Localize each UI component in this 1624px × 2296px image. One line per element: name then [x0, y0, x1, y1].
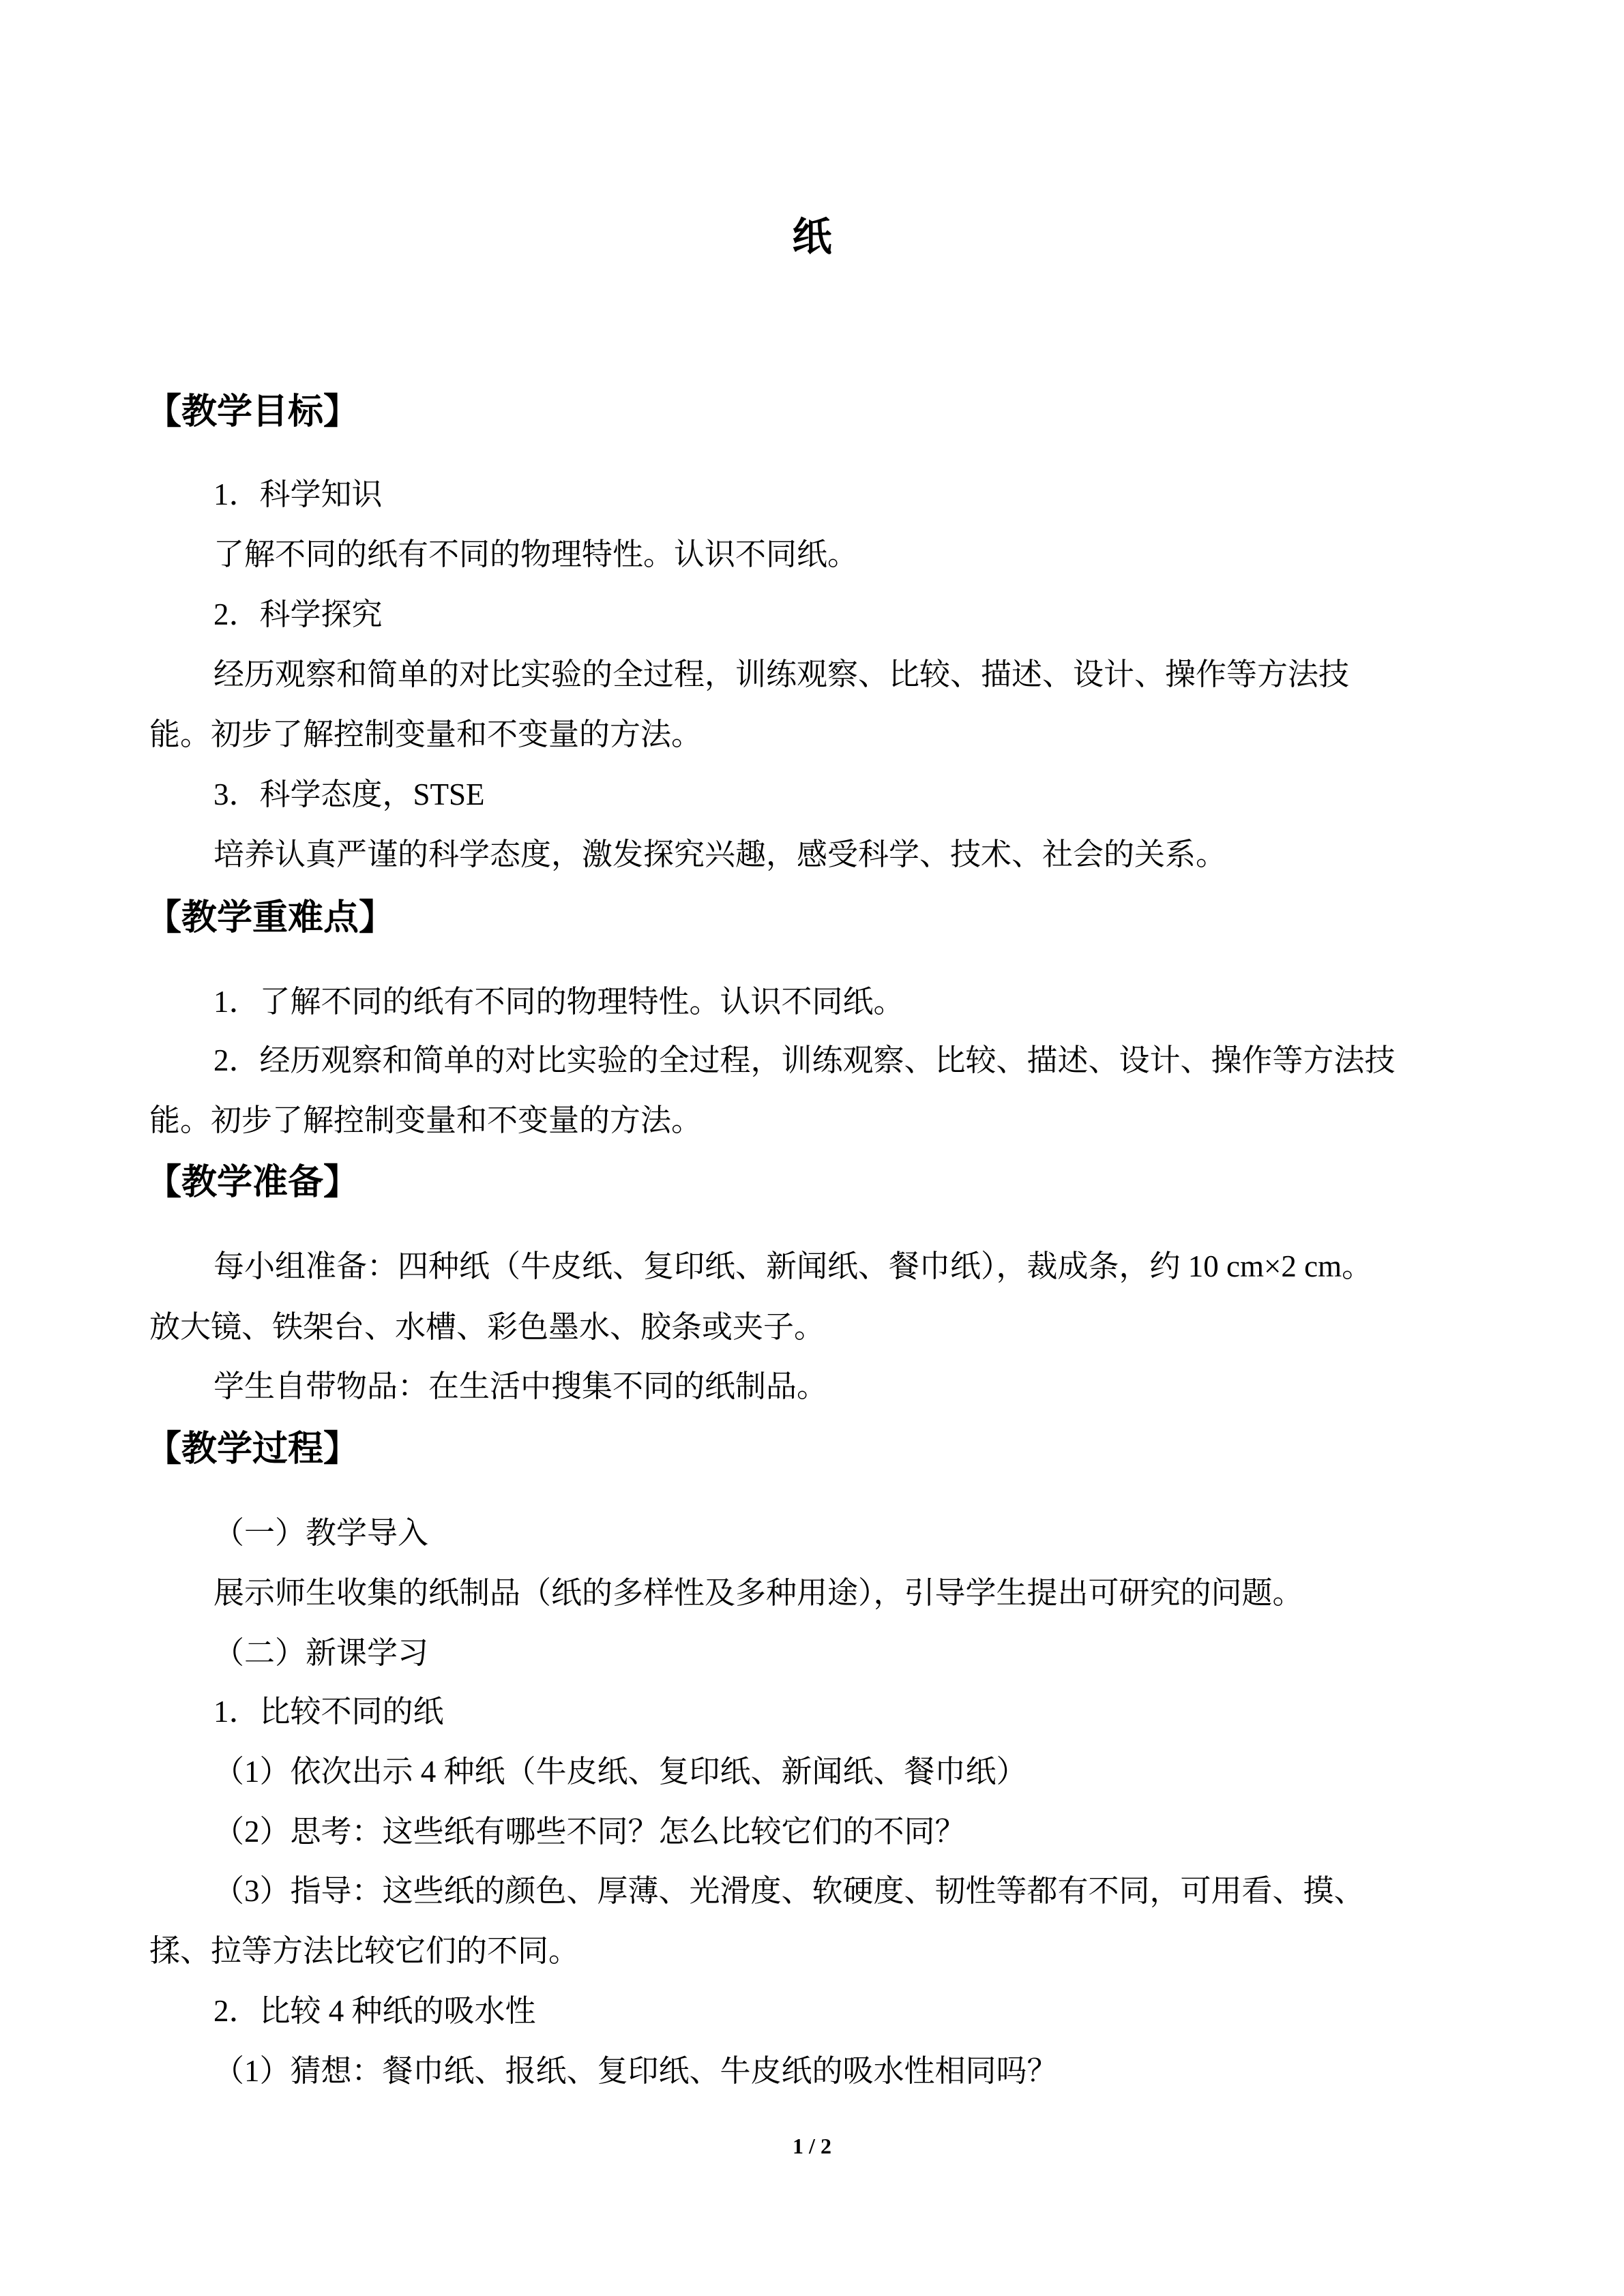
paragraph: 每小组准备：四种纸（牛皮纸、复印纸、新闻纸、餐巾纸），裁成条，约 10 cm×2 cm。: [213, 1249, 1373, 1283]
paragraph: （3）指导：这些纸的颜色、厚薄、光滑度、软硬度、韧性等都有不同，可用看、摸、: [213, 1874, 1365, 1908]
paragraph: 2．经历观察和简单的对比实验的全过程，训练观察、比较、描述、设计、操作等方法技: [213, 1043, 1396, 1077]
page-title: 纸: [792, 215, 832, 259]
section-heading-process: 【教学过程】: [146, 1430, 359, 1469]
paragraph: 了解不同的纸有不同的物理特性。认识不同纸。: [213, 537, 859, 571]
paragraph: （2）思考：这些纸有哪些不同？怎么比较它们的不同？: [213, 1815, 966, 1849]
section-heading-goals: 【教学目标】: [146, 393, 359, 432]
paragraph: 2．比较 4 种纸的吸水性: [213, 1994, 536, 2028]
paragraph: 1．科学知识: [213, 477, 383, 511]
paragraph: 1．比较不同的纸: [213, 1695, 444, 1729]
paragraph: 经历观察和简单的对比实验的全过程，训练观察、比较、描述、设计、操作等方法技: [213, 657, 1350, 691]
paragraph: 能。初步了解控制变量和不变量的方法。: [149, 717, 703, 751]
section-heading-prep: 【教学准备】: [146, 1163, 359, 1202]
paragraph: （1）猜想：餐巾纸、报纸、复印纸、牛皮纸的吸水性相同吗？: [213, 2054, 1058, 2088]
paragraph: 2．科学探究: [213, 597, 383, 631]
paragraph: 展示师生收集的纸制品（纸的多样性及多种用途），引导学生提出可研究的问题。: [213, 1576, 1303, 1610]
paragraph: （1）依次出示 4 种纸（牛皮纸、复印纸、新闻纸、餐巾纸）: [213, 1755, 1027, 1789]
paragraph: （一）教学导入: [213, 1516, 429, 1550]
paragraph: （二）新课学习: [213, 1636, 429, 1670]
page-number: 1 / 2: [793, 2134, 831, 2158]
paragraph: 放大镜、铁架台、水槽、彩色墨水、胶条或夹子。: [149, 1310, 825, 1344]
paragraph: 培养认真严谨的科学态度，激发探究兴趣，感受科学、技术、社会的关系。: [213, 837, 1227, 871]
paragraph: 能。初步了解控制变量和不变量的方法。: [149, 1103, 703, 1137]
paragraph: 揉、拉等方法比较它们的不同。: [149, 1934, 580, 1968]
paragraph: 学生自带物品：在生活中搜集不同的纸制品。: [213, 1369, 828, 1403]
section-heading-keypoints: 【教学重难点】: [146, 899, 395, 938]
paragraph: 1．了解不同的纸有不同的物理特性。认识不同纸。: [213, 985, 904, 1019]
paragraph: 3．科学态度，STSE: [213, 777, 485, 811]
